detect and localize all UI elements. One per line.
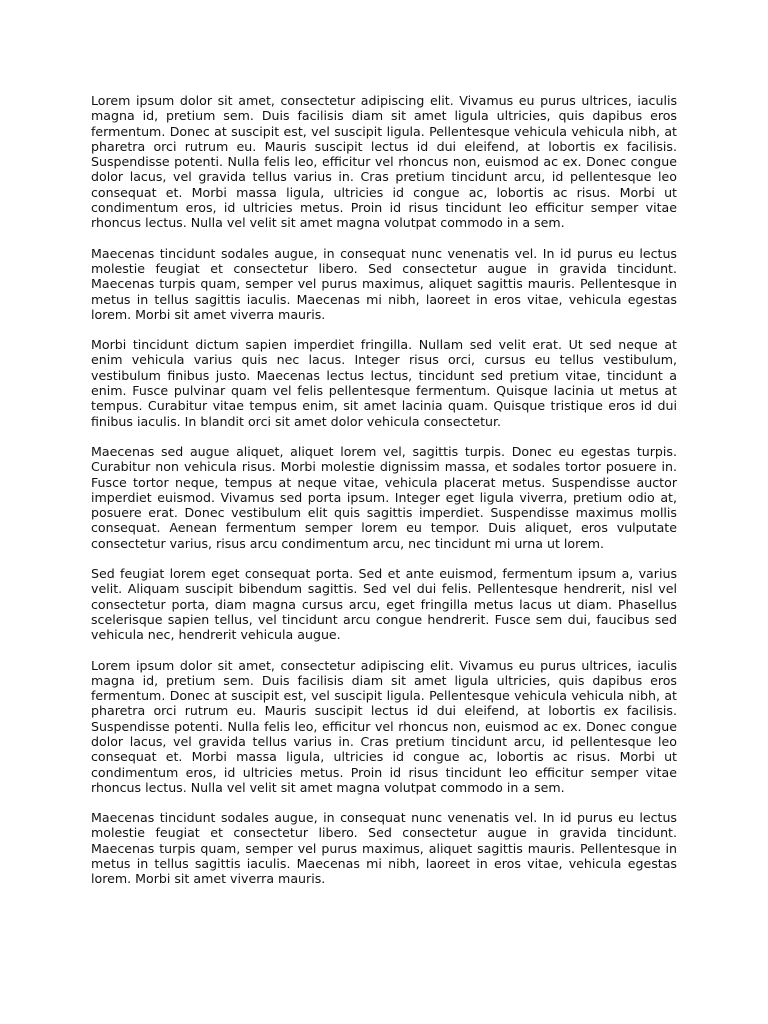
paragraph: Sed feugiat lorem eget consequat porta. Sed et ante euismod, fermentum ipsum a, varius velit. Aliquam suscipit bibendum sagittis. Sed vel dui felis. Pellentesque hendrerit, nisl vel consectetur porta, diam magna cursus arcu, eget fringilla metus lacus ut diam. Phasellus scelerisque sapien tellus, vel tincidunt arcu congue hendrerit. Fusce sem dui, faucibus sed vehicula nec, hendrerit vehicula augue. (91, 566, 677, 643)
document-body (91, 93, 677, 902)
paragraph: Lorem ipsum dolor sit amet, consectetur adipiscing elit. Vivamus eu purus ultrices, iaculis magna id, pretium sem. Duis facilisis diam sit amet ligula ultricies, quis dapibus eros fermentum. Donec at suscipit est, vel suscipit ligula. Pellentesque vehicula vehicula nibh, at pharetra orci rutrum eu. Mauris suscipit lectus id dui eleifend, at lobortis ex facilisis. Suspendisse potenti. Nulla felis leo, efficitur vel rhoncus non, euismod ac ex. Donec congue dolor lacus, vel gravida tellus varius in. Cras pretium tincidunt arcu, id pellentesque leo consequat et. Morbi massa ligula, ultricies id congue ac, lobortis ac risus. Morbi ut condimentum eros, id ultricies metus. Proin id risus tincidunt leo efficitur semper vitae rhoncus lectus. Nulla vel velit sit amet magna volutpat commodo in a sem. (91, 657, 677, 795)
paragraph: Maecenas tincidunt sodales augue, in consequat nunc venenatis vel. In id purus eu lectus molestie feugiat et consectetur libero. Sed consectetur augue in gravida tincidunt. Maecenas turpis quam, semper vel purus maximus, aliquet sagittis mauris. Pellentesque in metus in tellus sagittis iaculis. Maecenas mi nibh, laoreet in eros vitae, vehicula egestas lorem. Morbi sit amet viverra mauris. (91, 245, 677, 322)
paragraph: Morbi tincidunt dictum sapien imperdiet fringilla. Nullam sed velit erat. Ut sed neque at enim vehicula varius quis nec lacus. Integer risus orci, cursus eu tellus vestibulum, vestibulum finibus justo. Maecenas lectus lectus, tincidunt sed pretium vitae, tincidunt a enim. Fusce pulvinar quam vel felis pellentesque fermentum. Quisque lacinia ut metus at tempus. Curabitur vitae tempus enim, sit amet lacinia quam. Quisque tristique eros id dui finibus iaculis. In blandit orci sit amet dolor vehicula consectetur. (91, 337, 677, 429)
paragraph: Maecenas tincidunt sodales augue, in consequat nunc venenatis vel. In id purus eu lectus molestie feugiat et consectetur libero. Sed consectetur augue in gravida tincidunt. Maecenas turpis quam, semper vel purus maximus, aliquet sagittis mauris. Pellentesque in metus in tellus sagittis iaculis. Maecenas mi nibh, laoreet in eros vitae, vehicula egestas lorem. Morbi sit amet viverra mauris. (91, 810, 677, 887)
paragraph: Lorem ipsum dolor sit amet, consectetur adipiscing elit. Vivamus eu purus ultrices, iaculis magna id, pretium sem. Duis facilisis diam sit amet ligula ultricies, quis dapibus eros fermentum. Donec at suscipit est, vel suscipit ligula. Pellentesque vehicula vehicula nibh, at pharetra orci rutrum eu. Mauris suscipit lectus id dui eleifend, at lobortis ex facilisis. Suspendisse potenti. Nulla felis leo, efficitur vel rhoncus non, euismod ac ex. Donec congue dolor lacus, vel gravida tellus varius in. Cras pretium tincidunt arcu, id pellentesque leo consequat et. Morbi massa ligula, ultricies id congue ac, lobortis ac risus. Morbi ut condimentum eros, id ultricies metus. Proin id risus tincidunt leo efficitur semper vitae rhoncus lectus. Nulla vel velit sit amet magna volutpat commodo in a sem. (91, 93, 677, 231)
paragraph: Maecenas sed augue aliquet, aliquet lorem vel, sagittis turpis. Donec eu egestas turpis. Curabitur non vehicula risus. Morbi molestie dignissim massa, et sodales tortor posuere in. Fusce tortor neque, tempus at neque vitae, vehicula placerat metus. Suspendisse auctor imperdiet euismod. Vivamus sed porta ipsum. Integer eget ligula viverra, pretium odio at, posuere erat. Donec vestibulum elit quis sagittis imperdiet. Suspendisse maximus mollis consequat. Aenean fermentum semper lorem eu tempor. Duis aliquet, eros vulputate consectetur varius, risus arcu condimentum arcu, nec tincidunt mi urna ut lorem. (91, 443, 677, 551)
